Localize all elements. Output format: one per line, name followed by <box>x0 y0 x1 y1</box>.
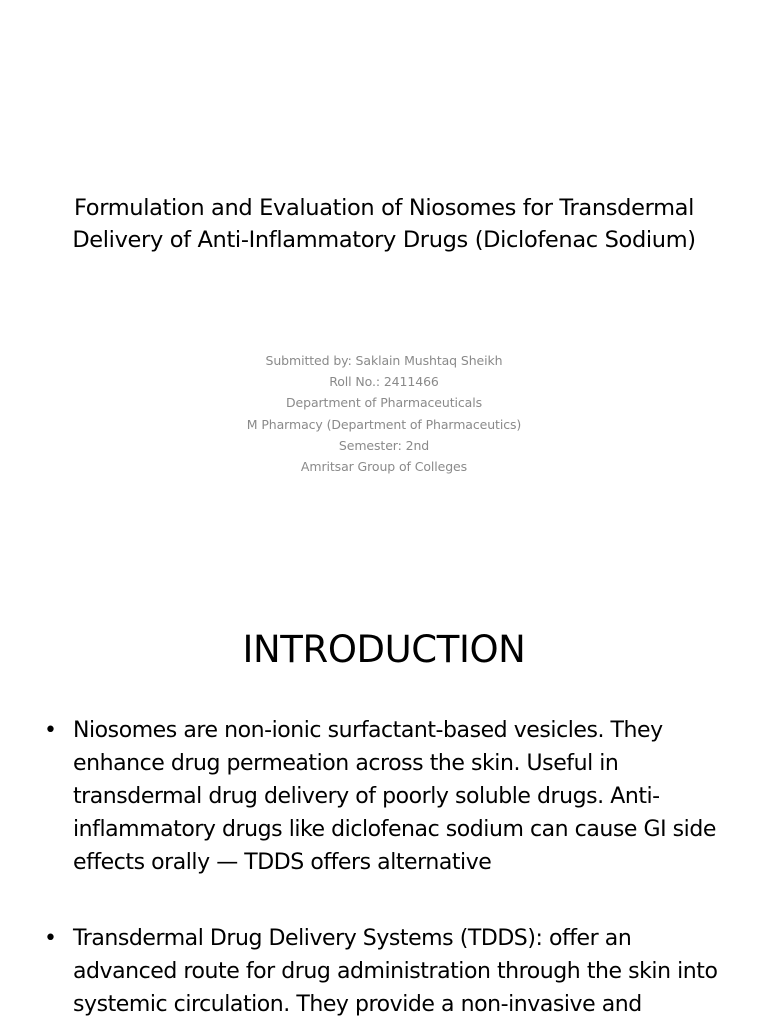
bullet-icon: • <box>44 718 57 743</box>
submitted-by: Submitted by: Saklain Mushtaq Sheikh <box>265 353 503 368</box>
department: Department of Pharmaceuticals <box>286 395 482 411</box>
list-item <box>0 714 768 879</box>
roll-number: Roll No.: 2411466 <box>329 374 439 390</box>
program: M Pharmacy (Department of Pharmaceutics) <box>246 416 522 432</box>
presentation-title <box>40 192 728 256</box>
college: Amritsar Group of Colleges <box>300 459 468 475</box>
introduction-heading: INTRODUCTION <box>242 628 526 671</box>
bullet-text: Niosomes are non-ionic surfactant-based vesicles. They enhance drug permeation across the skin. Useful in transdermal drug delivery of poorly soluble drugs. Anti-inflammatory drugs like diclofenac sodium can cause GI side effects orally — TDDS offers alternative <box>73 718 716 875</box>
presentation-title-line-2: Delivery of Anti-Inflammatory Drugs (Diclofenac Sodium) <box>72 227 696 253</box>
bullet-icon: • <box>44 926 57 951</box>
introduction-slide <box>0 576 768 1024</box>
presentation-title-line-1: Formulation and Evaluation of Niosomes for Transdermal <box>74 195 694 221</box>
bullet-text: Transdermal Drug Delivery Systems (TDDS): offer an advanced route for drug administration through the skin into systemic circulation. They provide a non-invasive and <box>73 926 718 1017</box>
introduction-bullet-list <box>0 714 768 1021</box>
list-item <box>0 922 768 1021</box>
semester: Semester: 2nd <box>338 437 430 453</box>
submission-details <box>40 350 728 477</box>
